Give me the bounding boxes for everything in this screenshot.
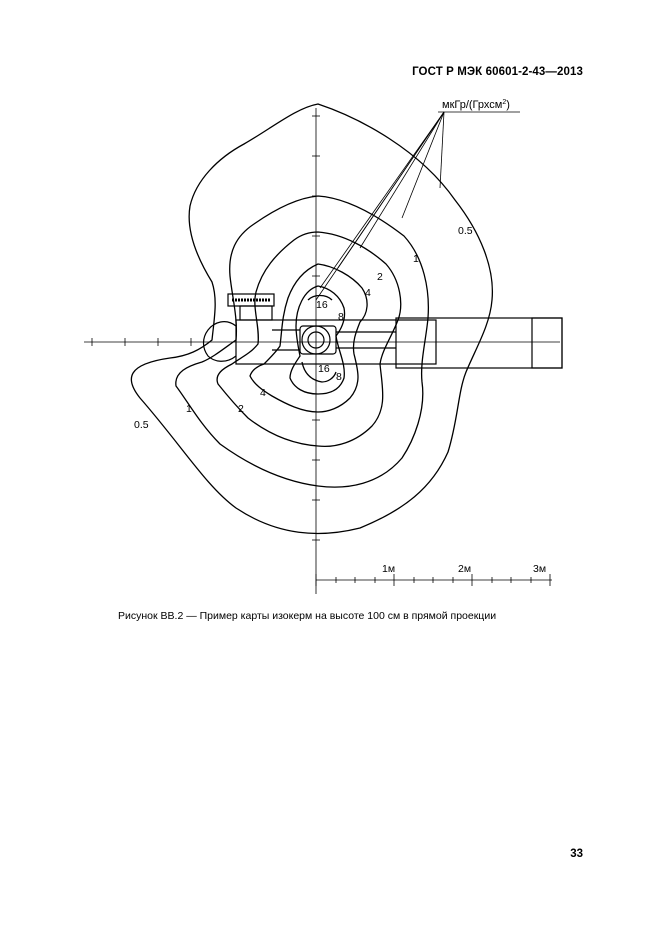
figure-caption: Рисунок ВВ.2 — Пример карты изокерм на высоте 100 см в прямой проекции	[118, 610, 497, 622]
contour-label-8-top: 8	[338, 311, 344, 323]
contour-label-16-bottom: 16	[318, 363, 330, 375]
contour-label-0.5-right: 0.5	[458, 225, 473, 237]
contour-label-8-bottom: 8	[336, 371, 342, 383]
contour-label-1-right: 1	[413, 253, 419, 265]
contour-label-4-left: 4	[260, 387, 266, 399]
contour-label-2-right: 2	[377, 271, 383, 283]
scale-label-1m: 1м	[382, 563, 396, 575]
contour-2	[217, 232, 401, 446]
unit-label: мкГр/(Грхсм$^2$)	[442, 99, 510, 111]
axes	[84, 108, 560, 594]
page-number: 33	[570, 848, 583, 860]
unit-leader-lines	[316, 112, 520, 300]
scale-label-3m: 3м	[533, 563, 547, 575]
contour-label-0.5-left: 0.5	[134, 419, 149, 431]
contour-label-1-left: 1	[186, 403, 192, 415]
standard-header: ГОСТ Р МЭК 60601-2-43—2013	[412, 66, 583, 78]
scale-label-2m: 2м	[458, 563, 472, 575]
contour-label-2-left: 2	[238, 403, 244, 415]
contour-0.5	[131, 104, 492, 533]
axis-ticks	[92, 116, 320, 540]
contour-label-4-right: 4	[365, 287, 371, 299]
contour-label-16-top: 16	[316, 299, 328, 311]
